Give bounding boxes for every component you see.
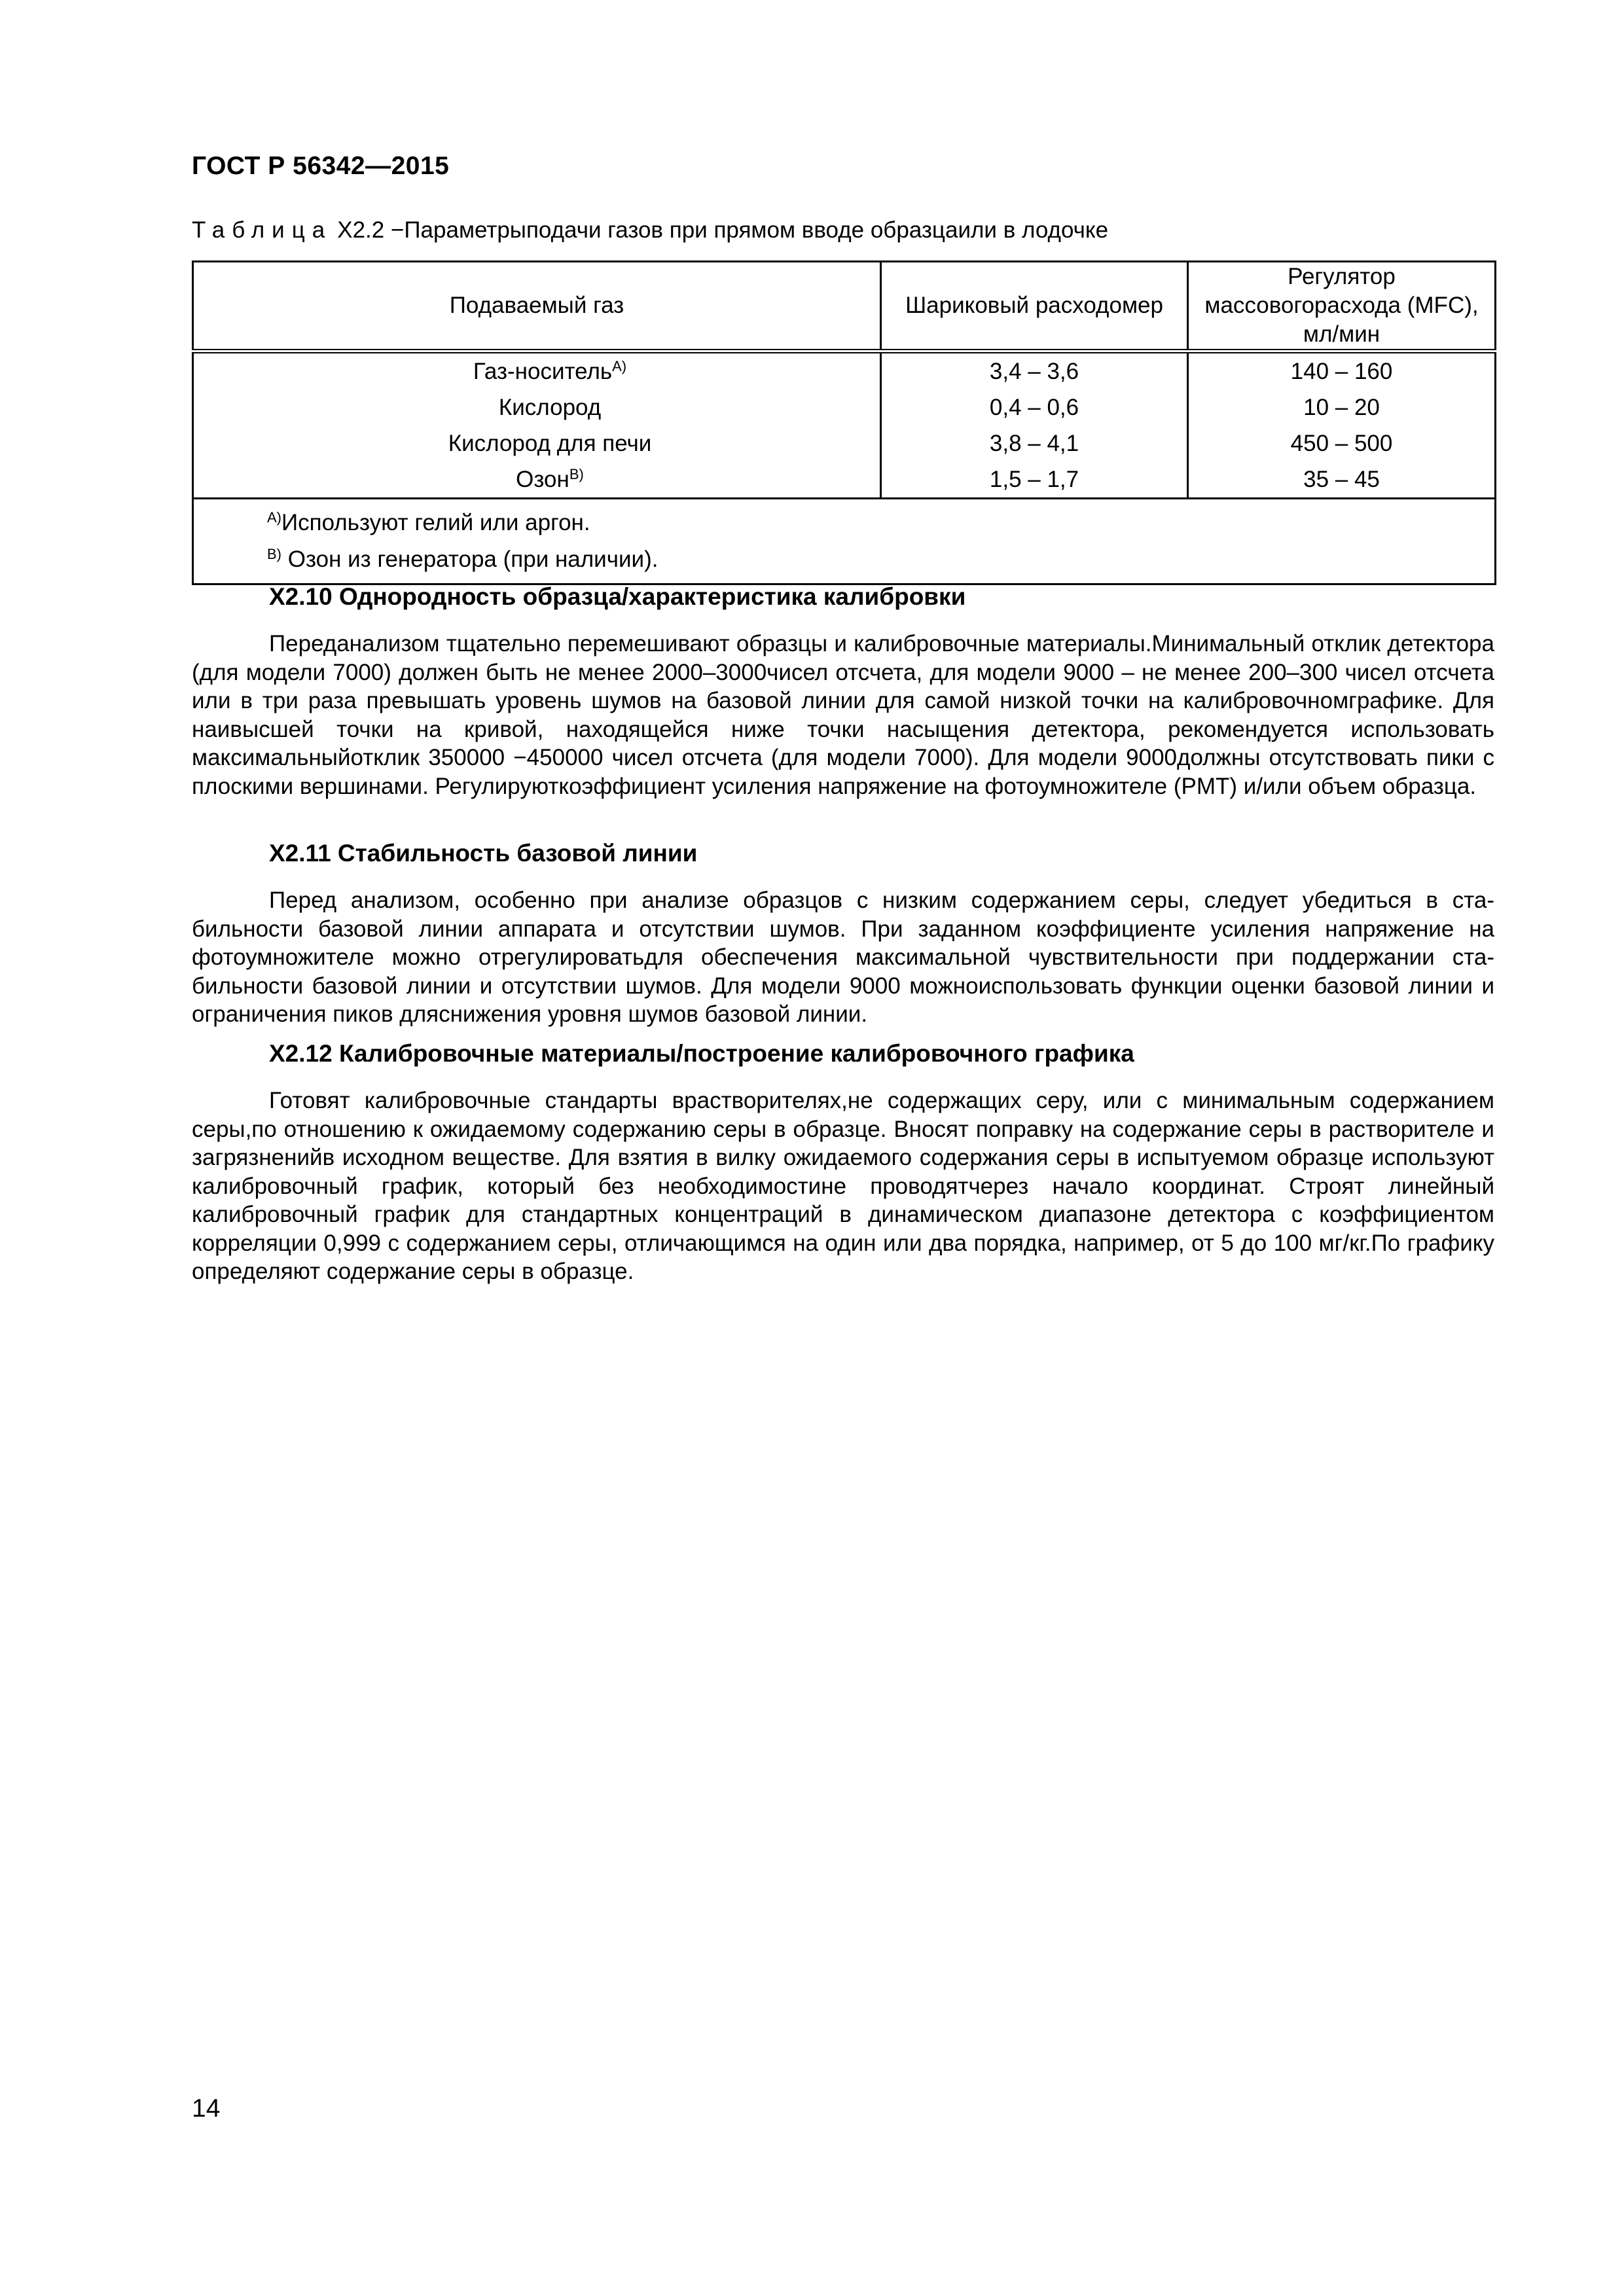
footnote-text: Озон из генератора (при наличии).	[281, 547, 659, 572]
page-number: 14	[192, 2094, 221, 2123]
gas-cell	[193, 425, 881, 461]
gas-name: Озон	[516, 467, 569, 492]
flowmeter-cell: 1,5 – 1,7	[881, 461, 1188, 499]
footnote-ref: В)	[569, 466, 584, 482]
section-title: X2.11 Стабильность базовой линии	[269, 840, 698, 867]
table-row	[193, 351, 1496, 390]
document-code: ГОСТ Р 56342—2015	[192, 152, 450, 180]
mfc-cell: 35 – 45	[1188, 461, 1496, 499]
section-body: Готовят калибровочные стандарты врастворителях,не содержащих серу, или с минимальным содержанием серы,по отношению к ожидаемому содержанию серы в образце. Вносят поправку на содержание серы в растворителе и загрязненийв исходном веществе. Для взятия в вилку ожидаемого содержания серы в испытуемом образце используют калибровочный график, который без необходимостине проводятчерез начало координат. Строят линейный калибровочный график для стандартных концентраций в динамическом диапазоне детектора с коэффициентом корреляции 0,999 с содержанием серы, отличающимся на один или два порядка, например, от 5 до 100 мг/кг.По графику определяют содержание серы в образце.	[192, 1088, 1494, 1284]
table-footnotes	[193, 499, 1496, 584]
gas-parameters-table	[192, 260, 1496, 585]
table-caption-label: Таблица	[192, 217, 333, 243]
table-row	[193, 389, 1496, 425]
flowmeter-cell: 0,4 – 0,6	[881, 389, 1188, 425]
mfc-cell: 140 – 160	[1188, 351, 1496, 390]
footnotes-cell	[193, 499, 1496, 584]
column-header-flowmeter: Шариковый расходомер	[881, 262, 1188, 351]
table-caption-text: X2.2 −Параметрыподачи газов при прямом вводе образцаили в лодочке	[337, 217, 1109, 243]
mfc-cell: 10 – 20	[1188, 389, 1496, 425]
table-row	[193, 425, 1496, 461]
section-body: Перед анализом, особенно при анализе образцов с низким содержанием серы, следует убедиться в стабильности базовой линии аппарата и отсутствии шумов. При заданном коэффициенте усиления напряжение на фотоумножителе можно отрегулироватьдля обеспечения максимальной чувствительности при поддержании стабильности базовой линии и отсутствии шумов. Для модели 9000 можноиспользовать функции оценки базовой линии и ограничения пиков дляснижения уровня шумов базовой линии.	[192, 888, 1494, 1027]
column-header-gas: Подаваемый газ	[193, 262, 881, 351]
flowmeter-cell: 3,4 – 3,6	[881, 351, 1188, 390]
section-x2-11	[192, 838, 1494, 1029]
section-body: Переданализом тщательно перемешивают образцы и калибровочные материалы.Минимальный отклик детектора (для модели 7000) должен быть не менее 2000–3000чисел отсчета, для модели 9000 – не менее 200–300 чисел отсчета или в три раза превышать уровень шумов на базовой линии для самой низкой точки на калибровочномграфике. Для наивысшей точки на кривой, находящейся ниже точки насыщения детектора, рекомендуется использовать максимальныйотклик 350000 −450000 чисел отсчета (для модели 7000). Для модели 9000должны отсутствовать пики с плоскими вершинами. Регулируюткоэффициент усиления напряжение на фотоумножителе (PMT) и/или объем образца.	[192, 631, 1494, 799]
mfc-cell: 450 – 500	[1188, 425, 1496, 461]
table-caption	[192, 217, 1108, 243]
footnote-mark: А)	[267, 509, 281, 526]
gas-cell	[193, 461, 881, 499]
section-title: X2.10 Однородность образца/характеристика калибровки	[269, 583, 966, 610]
table-header-row	[193, 262, 1496, 351]
gas-cell	[193, 389, 881, 425]
gas-name: Кислород для печи	[448, 431, 652, 456]
footnote	[267, 505, 1494, 541]
footnote-mark: В)	[267, 546, 281, 562]
gas-name: Кислород	[498, 395, 602, 420]
footnote	[267, 541, 1494, 578]
table-row	[193, 461, 1496, 499]
gas-name: Газ-носитель	[473, 359, 613, 384]
gas-cell	[193, 351, 881, 390]
column-header-mfc	[1188, 262, 1496, 351]
section-x2-12	[192, 1038, 1494, 1286]
footnote-ref: А)	[612, 358, 627, 374]
column-header-mfc-text: Регулятор массовогорасхода (MFC), мл/мин	[1204, 264, 1479, 347]
footnote-text: Используют гелий или аргон.	[281, 510, 590, 535]
flowmeter-cell: 3,8 – 4,1	[881, 425, 1188, 461]
section-x2-10	[192, 581, 1494, 800]
section-title: X2.12 Калибровочные материалы/построение калибровочного графика	[269, 1040, 1134, 1067]
